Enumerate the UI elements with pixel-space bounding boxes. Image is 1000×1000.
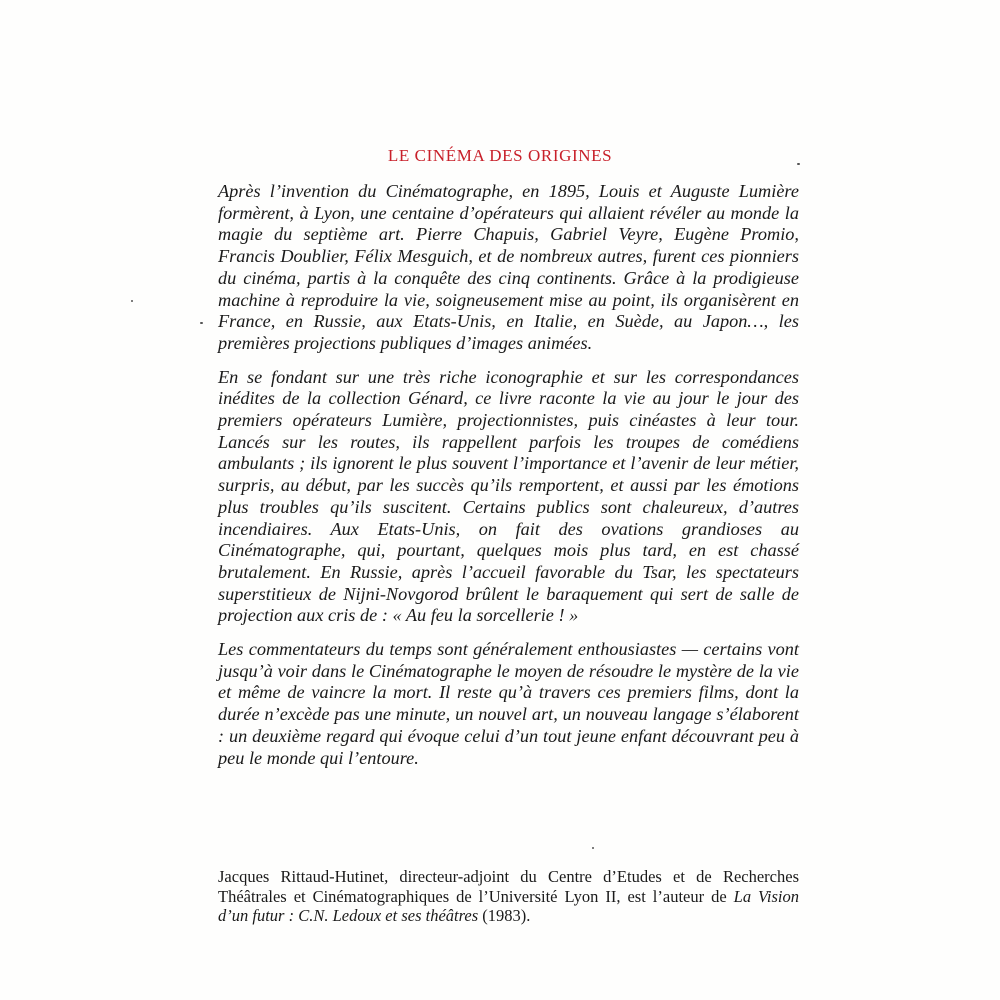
print-speck <box>592 847 594 849</box>
print-speck <box>131 300 133 302</box>
paragraph-2: En se fondant sur une très riche iconographie et sur les correspondances inédites de la collection Génard, ce livre raconte la vie au jour le jour des premiers opérateurs Lumière, projectionnistes, puis cinéastes à leur tour. Lancés sur les routes, ils rappellent parfois les troupes de comédiens ambulants ; ils ignorent le plus souvent l’importance et l’avenir de leur métier, surpris, au début, par les succès qu’ils remportent, et aussi par les émotions plus troubles qu’ils suscitent. Certains publics sont chaleureux, d’autres incendiaires. Aux Etats-Unis, on fait des ovations grandioses au Cinématographe, qui, pourtant, quelques mois plus tard, en est chassé brutalement. En Russie, après l’accueil favorable du Tsar, les spectateurs superstitieux de Nijni-Novgorod brûlent le baraquement qui sert de salle de projection aux cris de : « Au feu la sorcellerie ! » <box>218 366 799 626</box>
print-speck <box>797 163 800 165</box>
paragraph-3: Les commentateurs du temps sont généralement enthousiastes — certains vont jusqu’à voir dans le Cinématographe le moyen de résoudre le mystère de la vie et même de vaincre la mort. Il reste qu’à travers ces premiers films, dont la durée n’excède pas une minute, un nouvel art, un nouveau langage s’élaborent : un deuxième regard qui évoque celui d’un tout jeune enfant découvrant peu à peu le monde qui l’entoure. <box>218 639 799 768</box>
author-bio <box>218 867 799 926</box>
page-title: LE CINÉMA DES ORIGINES <box>387 146 613 165</box>
paragraph-1: Après l’invention du Cinématographe, en 1895, Louis et Auguste Lumière formèrent, à Lyon, une centaine d’opérateurs qui allaient révéler au monde la magie du septième art. Pierre Chapuis, Gabriel Veyre, Eugène Promio, Francis Doublier, Félix Mesguich, et de nombreux autres, furent ces pionniers du cinéma, partis à la conquête des cinq continents. Grâce à la prodigieuse machine à reproduire la vie, soigneusement mise au point, ils organisèrent en France, en Russie, aux Etats-Unis, en Italie, en Suède, au Japon…, les premières projections publiques d’images animées. <box>218 181 799 353</box>
bio-year: (1983). <box>478 906 531 925</box>
book-title: La Vision d’un futur : C.N. Ledoux et ses théâtres <box>218 886 799 925</box>
back-cover-text <box>218 181 799 781</box>
bio-text: Jacques Rittaud-Hutinet, directeur-adjoint du Centre d’Etudes et de Recherches Théâtrales et Cinématographiques de l’Université Lyon II, est l’auteur de <box>218 867 799 906</box>
print-speck <box>200 322 203 324</box>
